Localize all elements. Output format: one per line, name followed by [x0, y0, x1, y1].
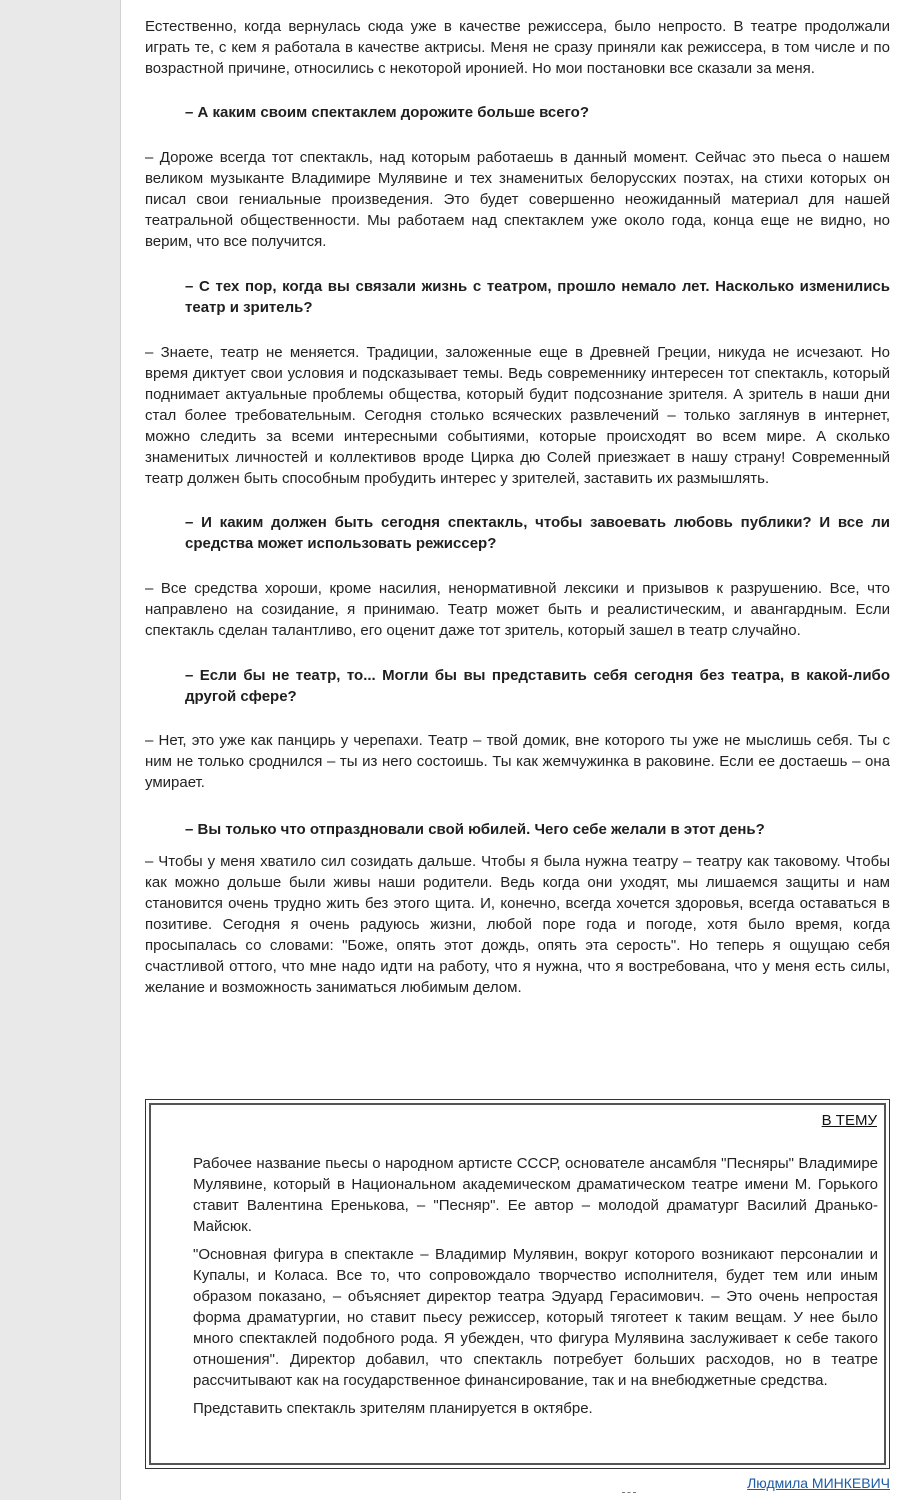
related-topic-paragraph: Рабочее название пьесы о народном артисте СССР, основателе ансамбля "Песняры" Владимире Мулявине, который в Национальном академическом драматическом театре имени М. Горького ставит Валентина Еренькова, – "Песняр". Ее автор – молодой драматург Василий Дранько-Майсюк.	[193, 1155, 878, 1235]
related-topic-paragraph: Представить спектакль зрителям планируется в октябре.	[193, 1400, 593, 1417]
related-topic-paragraph: "Основная фигура в спектакле – Владимир Мулявин, вокруг которого возникают персоналии и Купалы, и Коласа. Все то, что сопровождало творчество исполнителя, будет тем или иным образом показано, – объясняет директор театра Эдуард Герасимович. – Это очень непростая форма драматургии, но ставит пьесу режиссер, который тяготеет к таким вещам. У нее было много спектаклей подобного рода. Я убежден, что фигура Мулявина заслуживает к себе такого отношения". Директор добавил, что спектакль потребует больших расходов, но в театре рассчитывают как на государственное финансирование, так и на внебюджетные средства.	[193, 1246, 878, 1389]
interview-question: – С тех пор, когда вы связали жизнь с театром, прошло немало лет. Насколько изменились театр и зритель?	[185, 278, 890, 316]
divider-mark	[622, 1492, 636, 1494]
author-link[interactable]: Людмила МИНКЕВИЧ	[747, 1475, 890, 1491]
interview-question: – Вы только что отпраздновали свой юбилей. Чего себе желали в этот день?	[185, 821, 765, 838]
related-topic-box	[145, 1099, 890, 1469]
interview-question: – Если бы не театр, то... Могли бы вы представить себя сегодня без театра, в какой-либо другой сфере?	[185, 667, 890, 705]
article-body	[145, 0, 890, 998]
interview-question: – И каким должен быть сегодня спектакль, чтобы завоевать любовь публики? И все ли средства может использовать режиссер?	[185, 514, 890, 552]
interview-answer: – Чтобы у меня хватило сил созидать дальше. Чтобы я была нужна театру – театру как таковому. Чтобы как можно дольше были живы наши родители. Ведь когда они уходят, мы лишаемся защиты и нам становится очень трудно жить без этого щита. И, конечно, всегда хочется здоровья, всегда оставаться в позитиве. Сегодня я очень радуюсь жизни, любой поре года и погоде, хотя было время, когда просыпалась со словами: "Боже, опять этот дождь, опять эта серость". Но теперь я ощущаю себя счастливой оттого, что мне надо идти на работу, что я нужна, что я востребована, что у меня есть силы, желание и возможность заниматься любимым делом.	[145, 853, 890, 996]
related-topic-text	[193, 1153, 878, 1426]
left-margin-divider	[120, 0, 121, 1500]
left-margin-strip	[0, 0, 120, 1500]
interview-answer: – Знаете, театр не меняется. Традиции, заложенные еще в Древней Греции, никуда не исчезают. Но время диктует свои условия и подсказывает темы. Ведь современнику интересен тот спектакль, который поднимает актуальные проблемы общества, который будит подсознание зрителя. А зритель в наши дни стал более требовательным. Сегодня столько всяческих развлечений – только заглянув в интернет, можно следить за всеми интересными событиями, которые происходят во всем мире. А сколько знаменитых личностей и коллективов вроде Цирка дю Солей приезжает в нашу страну! Современный театр должен быть способным пробудить интерес у зрителей, заставить их размышлять.	[145, 344, 890, 487]
interview-question: – А каким своим спектаклем дорожите больше всего?	[185, 104, 589, 121]
interview-answer: – Нет, это уже как панцирь у черепахи. Театр – твой домик, вне которого ты уже не мыслишь себя. Ты с ним не только сроднился – ты из него состоишь. Ты как жемчужинка в раковине. Если ее достаешь – она умирает.	[145, 732, 890, 791]
related-topic-box-frame	[149, 1103, 886, 1465]
related-topic-link[interactable]: В ТЕМУ	[821, 1112, 877, 1129]
interview-answer: – Все средства хороши, кроме насилия, ненормативной лексики и призывов к разрушению. Все, что направлено на созидание, я принимаю. Театр может быть и реалистическим, и авангардным. Если спектакль сделан талантливо, его оценит даже тот зритель, который зашел в театр случайно.	[145, 580, 890, 639]
interview-answer: – Дороже всегда тот спектакль, над которым работаешь в данный момент. Сейчас это пьеса о нашем великом музыканте Владимире Мулявине и тех знаменитых белорусских поэтах, на стихи которых он писал свои гениальные произведения. Это будет совершенно неожиданный материал для нашей театральной общественности. Мы работаем над спектаклем уже около года, конца еще не видно, но верим, что все получится.	[145, 149, 890, 250]
article-paragraph: Естественно, когда вернулась сюда уже в качестве режиссера, было непросто. В театре продолжали играть те, с кем я работала в качестве актрисы. Меня не сразу приняли как режиссера, в том числе и по возрастной причине, относились с некоторой иронией. Но мои постановки все сказали за меня.	[145, 18, 890, 77]
